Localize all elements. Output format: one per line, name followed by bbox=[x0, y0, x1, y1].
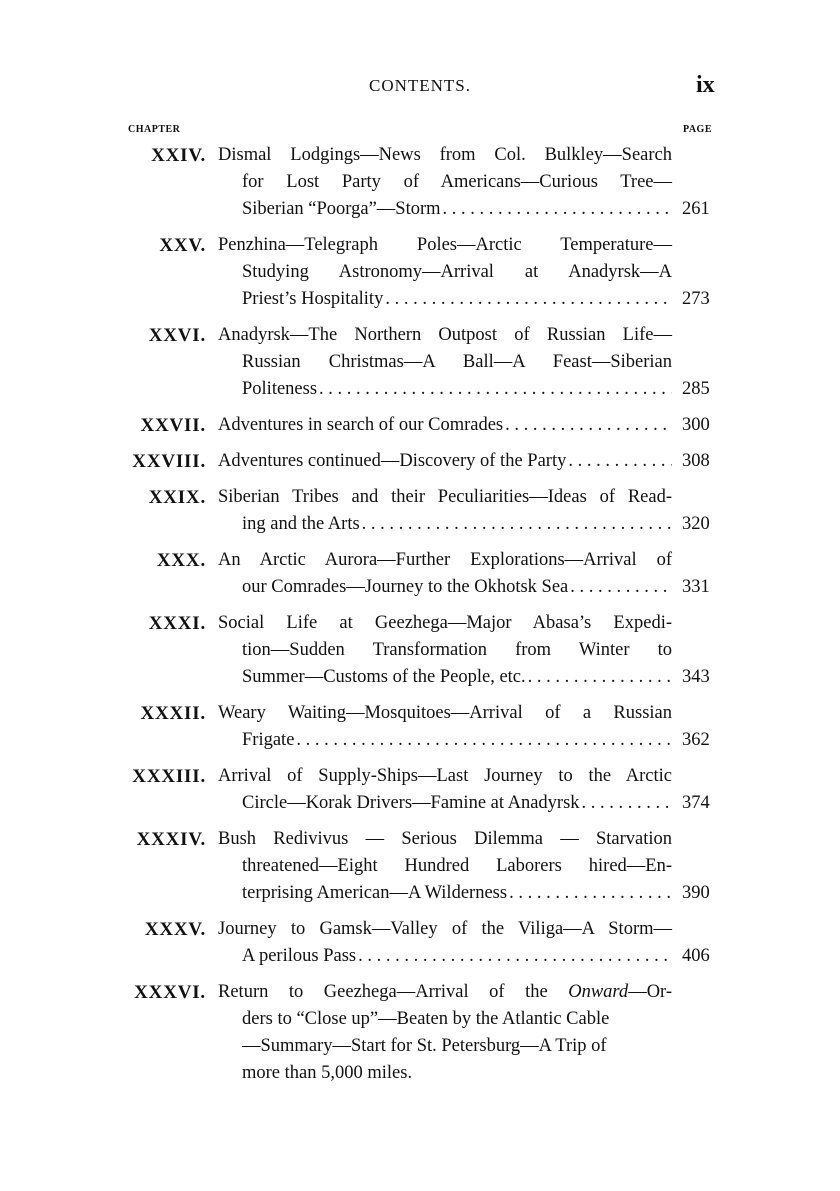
summary-leader-line bbox=[218, 664, 672, 691]
summary-line: tion—Sudden Transformation from Winter to bbox=[242, 640, 672, 660]
summary-leader-line bbox=[218, 943, 672, 970]
summary-line: Studying Astronomy—Arrival at Anadyrsk—A bbox=[242, 262, 672, 282]
page-number: ix bbox=[696, 72, 715, 98]
summary-line: Weary Waiting—Mosquitoes—Arrival of a Russian bbox=[218, 703, 672, 723]
summary-line: ders to “Close up”—Beaten by the Atlantic Cable bbox=[242, 1009, 610, 1029]
toc-entry bbox=[0, 142, 840, 223]
chapter-number: XXXII. bbox=[140, 703, 206, 724]
dot-leader bbox=[582, 790, 672, 817]
summary-line: A perilous Pass bbox=[242, 946, 357, 966]
chapter-number: XXXVI. bbox=[134, 982, 206, 1003]
chapter-number: XXVI. bbox=[148, 325, 206, 346]
page-ref: 300 bbox=[682, 415, 710, 435]
chapter-number: XXXIII. bbox=[132, 766, 206, 787]
page-ref: 331 bbox=[682, 577, 710, 597]
chapter-summary bbox=[218, 142, 672, 223]
dot-leader bbox=[358, 943, 672, 970]
dot-leader bbox=[443, 196, 672, 223]
chapter-summary bbox=[218, 547, 672, 601]
summary-leader-line bbox=[218, 790, 672, 817]
summary-line: Dismal Lodgings—News from Col. Bulkley—Search bbox=[218, 145, 672, 165]
chapter-number: XXVII. bbox=[140, 415, 206, 436]
summary-line: Circle—Korak Drivers—Famine at Anadyrsk bbox=[242, 793, 580, 813]
chapter-summary bbox=[218, 322, 672, 403]
summary-line: Summer—Customs of the People, etc. bbox=[242, 667, 526, 687]
summary-line: Adventures continued—Discovery of the Party bbox=[218, 451, 567, 471]
summary-line: Priest’s Hospitality bbox=[242, 289, 384, 309]
page-ref: 261 bbox=[682, 199, 710, 219]
chapter-number: XXXIV. bbox=[136, 829, 206, 850]
chapter-summary bbox=[218, 610, 672, 691]
toc-entry bbox=[0, 826, 840, 907]
page-ref: 320 bbox=[682, 514, 710, 534]
summary-line: more than 5,000 miles. bbox=[242, 1063, 413, 1083]
summary-line: Russian Christmas—A Ball—A Feast—Siberian bbox=[242, 352, 672, 372]
chapter-summary bbox=[218, 826, 672, 907]
page-ref: 406 bbox=[682, 946, 710, 966]
summary-line: Bush Redivivus — Serious Dilemma — Starvation bbox=[218, 829, 672, 849]
chapter-summary bbox=[218, 232, 672, 313]
summary-line: our Comrades—Journey to the Okhotsk Sea bbox=[242, 577, 569, 597]
ship-name: Onward bbox=[568, 982, 629, 1002]
chapter-summary bbox=[218, 979, 672, 1087]
dot-leader bbox=[505, 412, 672, 439]
dot-leader bbox=[362, 511, 672, 538]
page-ref: 362 bbox=[682, 730, 710, 750]
summary-leader-line bbox=[218, 412, 672, 439]
chapter-summary bbox=[218, 916, 672, 970]
toc-entry bbox=[0, 484, 840, 538]
summary-line: terprising American—A Wilderness bbox=[242, 883, 508, 903]
summary-line: Penzhina—Telegraph Poles—Arctic Temperature— bbox=[218, 235, 672, 255]
toc-entry bbox=[0, 700, 840, 754]
summary-leader-line bbox=[218, 448, 672, 475]
chapter-summary bbox=[218, 484, 672, 538]
page-ref: 285 bbox=[682, 379, 710, 399]
summary-leader-line bbox=[218, 376, 672, 403]
chapter-number: XXXI. bbox=[148, 613, 206, 634]
summary-leader-line bbox=[218, 196, 672, 223]
toc-entry bbox=[0, 322, 840, 403]
page-ref: 273 bbox=[682, 289, 710, 309]
chapter-summary bbox=[218, 448, 672, 475]
dot-leader bbox=[509, 880, 672, 907]
summary-line: threatened—Eight Hundred Laborers hired—En- bbox=[242, 856, 672, 876]
page-ref: 308 bbox=[682, 451, 710, 471]
dot-leader bbox=[385, 286, 672, 313]
chapter-summary bbox=[218, 412, 672, 439]
summary-leader-line bbox=[218, 574, 672, 601]
chapter-summary bbox=[218, 763, 672, 817]
summary-line: ing and the Arts bbox=[242, 514, 360, 534]
summary-line: Frigate bbox=[242, 730, 295, 750]
page-column-label: PAGE bbox=[682, 124, 712, 135]
toc-entry bbox=[0, 610, 840, 691]
page-ref: 374 bbox=[682, 793, 710, 813]
summary-line: Anadyrsk—The Northern Outpost of Russian Life— bbox=[218, 325, 672, 345]
chapter-number: XXXV. bbox=[144, 919, 206, 940]
toc-entry bbox=[0, 979, 840, 1087]
summary-line: Siberian Tribes and their Peculiarities—Ideas of Read- bbox=[218, 487, 672, 507]
summary-line: Social Life at Geezhega—Major Abasa’s Expedi- bbox=[218, 613, 672, 633]
page-ref: 390 bbox=[682, 883, 710, 903]
summary-line bbox=[218, 979, 672, 1006]
summary-line: Arrival of Supply-Ships—Last Journey to the Arctic bbox=[218, 766, 672, 786]
toc-entry bbox=[0, 916, 840, 970]
dot-leader bbox=[568, 448, 672, 475]
summary-line: Journey to Gamsk—Valley of the Viliga—A Storm— bbox=[218, 919, 672, 939]
summary-line: An Arctic Aurora—Further Explorations—Arrival of bbox=[218, 550, 672, 570]
chapter-number: XXV. bbox=[159, 235, 206, 256]
toc-list bbox=[0, 142, 840, 1096]
dot-leader bbox=[319, 376, 672, 403]
page-title: CONTENTS. bbox=[368, 76, 472, 95]
toc-entry bbox=[0, 448, 840, 475]
dot-leader bbox=[570, 574, 672, 601]
summary-line: Adventures in search of our Comrades bbox=[218, 415, 504, 435]
summary-line: —Summary—Start for St. Petersburg—A Trip of bbox=[242, 1036, 607, 1056]
chapter-number: XXIX. bbox=[148, 487, 206, 508]
chapter-number: XXVIII. bbox=[132, 451, 206, 472]
summary-leader-line bbox=[218, 286, 672, 313]
toc-entry bbox=[0, 412, 840, 439]
dot-leader bbox=[528, 664, 672, 691]
summary-line-start: Return to Geezhega—Arrival of the bbox=[218, 982, 569, 1002]
toc-entry bbox=[0, 547, 840, 601]
dot-leader bbox=[296, 727, 672, 754]
summary-line: Politeness bbox=[242, 379, 318, 399]
chapter-number: XXIV. bbox=[151, 145, 206, 166]
chapter-summary bbox=[218, 700, 672, 754]
summary-line: Siberian “Poorga”—Storm bbox=[242, 199, 441, 219]
summary-line-end: —Or- bbox=[628, 982, 672, 1002]
chapter-column-label: CHAPTER bbox=[128, 124, 181, 135]
summary-leader-line bbox=[218, 511, 672, 538]
chapter-number: XXX. bbox=[156, 550, 206, 571]
summary-line: for Lost Party of Americans—Curious Tree— bbox=[242, 172, 672, 192]
summary-leader-line bbox=[218, 880, 672, 907]
toc-entry bbox=[0, 232, 840, 313]
toc-entry bbox=[0, 763, 840, 817]
summary-leader-line bbox=[218, 727, 672, 754]
page-ref: 343 bbox=[682, 667, 710, 687]
